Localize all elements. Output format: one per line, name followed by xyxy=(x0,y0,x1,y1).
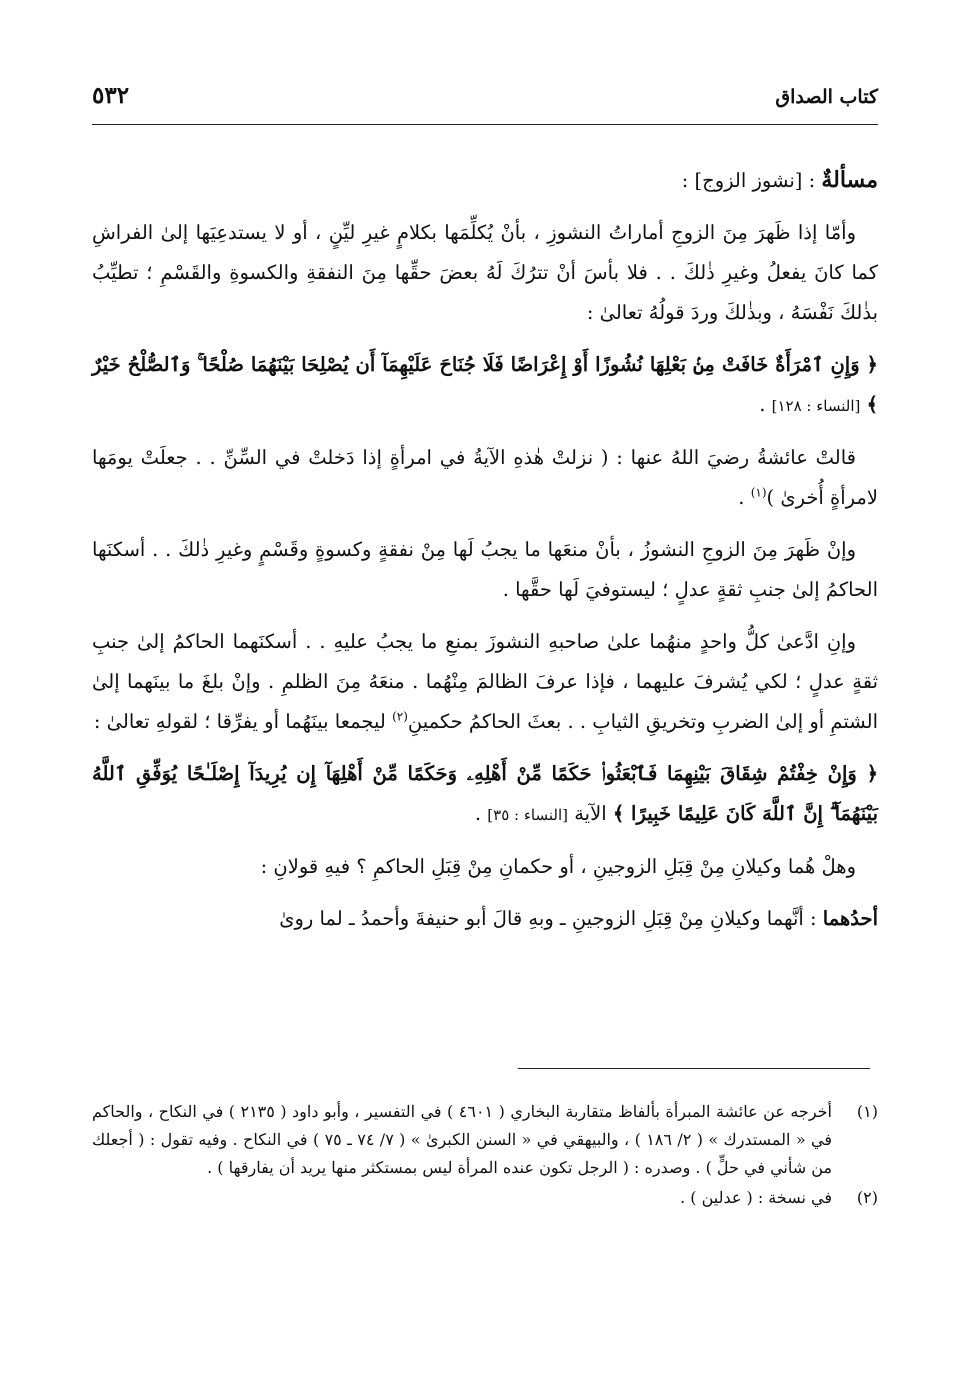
page-header xyxy=(92,80,878,125)
footnote-divider xyxy=(518,1068,870,1069)
issue-heading xyxy=(92,160,878,201)
quran-verse-2-ref: [النساء : ٣٥] xyxy=(487,806,568,824)
paragraph-6-text: : أنَّهما وكيلانِ مِنْ قِبَلِ الزوجينِ ـ وبهِ قالَ أبو حنيفةَ وأحمدُ ـ لما روىٰ xyxy=(279,907,817,930)
paragraph-3: وإنْ ظَهرَ مِنَ الزوجِ النشوزُ ، بأنْ منعَها ما يجبُ لَها مِنْ نفقةٍ وكسوةٍ وقَسْمٍ وغيرِ ذٰلكَ . . أسكنَها الحاكمُ إلىٰ جنبِ ثقةٍ عدلٍ ؛ ليستوفيَ لَها حقَّها . xyxy=(92,538,878,601)
quran-verse-2 xyxy=(92,754,878,835)
quran-verse-1-end: . xyxy=(759,393,766,416)
paragraph-2 xyxy=(92,438,878,518)
paragraph-6-label: أحدُهما xyxy=(822,907,878,930)
footnote-number: (١) xyxy=(856,1102,878,1121)
quran-verse-1 xyxy=(92,345,878,426)
footnote-text: في نسخة : ( عدلين ) . xyxy=(680,1188,832,1207)
footnotes xyxy=(92,1098,878,1214)
footnote-ref-2[interactable]: (٢) xyxy=(392,709,408,724)
running-title: كتاب الصداق xyxy=(775,86,878,108)
footnote-number: (٢) xyxy=(856,1188,878,1207)
paragraph-2-text: قالتْ عائشةُ رضيَ اللهُ عنها : ( نزلتْ هٰذهِ الآيةُ في امرأةٍ إذا دَخلتْ في السِّنِّ . . جعلَتْ يومَها لامرأةٍ أُخرىٰ ) xyxy=(92,446,878,509)
paragraph-2-end: . xyxy=(738,486,745,509)
paragraph-5: وهلْ هُما وكيلانِ مِنْ قِبَلِ الزوجينِ ، أو حكمانِ مِنْ قِبَلِ الحاكمِ ؟ فيهِ قولانِ : xyxy=(260,855,856,878)
main-text xyxy=(92,160,878,951)
footnote-ref-1[interactable]: (١) xyxy=(750,485,767,500)
quran-verse-2-end: . xyxy=(474,802,482,825)
paragraph-6 xyxy=(92,899,878,939)
page-number: ٥٣٢ xyxy=(92,82,130,109)
paragraph-4-text-b: ليجمعا بينَهُما أو يفرِّقا ؛ لقولهِ تعالىٰ : xyxy=(93,710,386,733)
footnote-2 xyxy=(92,1184,878,1212)
quran-verse-1-text: ﴿ وَإِنِ ٱمْرَأَةٌ خَافَتْ مِنۢ بَعْلِهَا نُشُوزًا أَوْ إِعْرَاضًا فَلَا جُنَاحَ عَلَيْهِمَآ أَن يُصْلِحَا بَيْنَهُمَا صُلْحًا ۚ وَٱلصُّلْحُ خَيْرٌ ﴾ xyxy=(92,353,878,416)
footnote-1 xyxy=(92,1098,878,1182)
footnote-text: أخرجه عن عائشة المبرأة بألفاظ متقاربة البخاري ( ٤٦٠١ ) في التفسير ، وأبو داود ( ٢١٣٥ ) في النكاح ، والحاكم في « المستدرك » ( ٢/ ١٨٦ ) ، والبيهقي في « السنن الكبرىٰ » ( ٧/ ٧٤ ـ ٧٥ ) في النكاح . وفيه تقول : ( أجعلك من شأني في حلٍّ ) . وصدره : ( الرجل تكون عنده المرأة ليس بمستكثر منها يريد أن يفارقها ) . xyxy=(92,1102,833,1177)
quran-verse-2-suffix: الآية xyxy=(574,802,607,825)
quran-verse-1-ref: [النساء : ١٢٨] xyxy=(771,397,861,415)
paragraph-4-text-a: وإنِ ادَّعىٰ كلُّ واحدٍ منهُما علىٰ صاحبهِ النشوزَ بمنعِ ما يجبُ عليهِ . . أسكنَهما الحاكمُ إلىٰ جنبِ ثقةٍ عدلٍ ؛ لكي يُشرفَ عليهما ، فإذا عرفَ الظالمَ مِنْهُما . منعَهُ مِنَ الظلمِ . وإنْ بلغَ ما بينَهما إلىٰ الشتمِ أو إلىٰ الضربِ وتخريقِ الثيابِ . . بعثَ الحاكمُ حكمينِ xyxy=(92,630,878,733)
issue-label: مسألةٌ xyxy=(821,167,878,193)
paragraph-1: وأمّا إذا ظَهرَ مِنَ الزوجِ أماراتُ النشوزِ ، بأنْ يُكلِّمَها بكلامٍ غيرِ ليِّنٍ ، أو لا يستدعِيَها إلىٰ الفراشِ كما كانَ يفعلُ وغيرِ ذٰلكَ . . فلا بأسَ أنْ تترُكَ لَهُ بعضَ حقِّها مِنَ النفقةِ والكسوةِ والقَسْمِ ؛ تطيِّبُ بذٰلكَ نَفْسَهُ ، وبذٰلكَ وردَ قولُهُ تعالىٰ : xyxy=(92,221,878,324)
paragraph-4 xyxy=(92,622,878,742)
issue-topic: : [نشوز الزوج] : xyxy=(681,169,816,192)
quran-verse-2-text: ﴿ وَإِنْ خِفْتُمْ شِقَاقَ بَيْنِهِمَا فَٱبْعَثُوا۟ حَكَمًا مِّنْ أَهْلِهِۦ وَحَكَمًا مِّنْ أَهْلِهَآ إِن يُرِيدَآ إِصْلَـٰحًا يُوَفِّقِ ٱللَّهُ بَيْنَهُمَآ ۗ إِنَّ ٱللَّهَ كَانَ عَلِيمًا خَبِيرًا ﴾ xyxy=(92,762,878,825)
